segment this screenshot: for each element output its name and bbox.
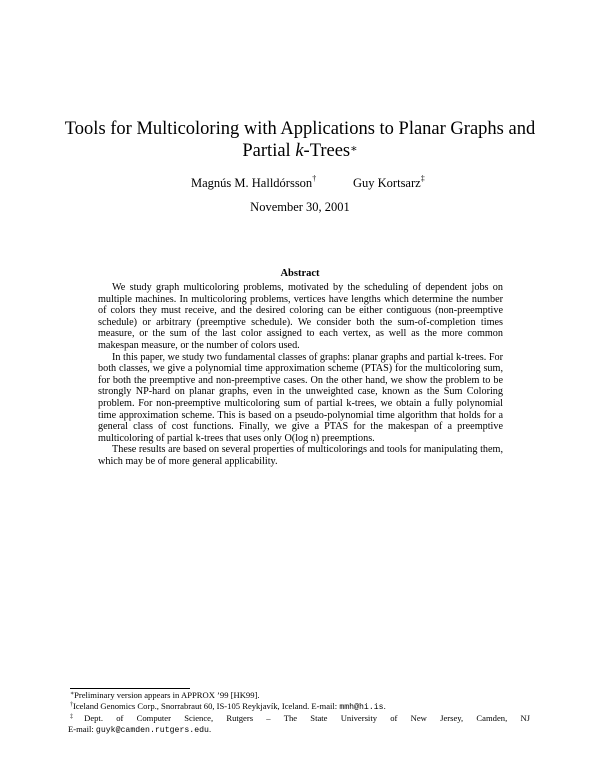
email-link[interactable]: guyk@camden.rutgers.edu [95, 725, 209, 735]
footnote-period: . [383, 700, 386, 711]
abstract-paragraph-1: We study graph multicoloring problems, motivated by the scheduling of dependent jobs on multiple machines. In multicoloring problems, vertices have lengths which determine the number of colors they must receive, and the desired coloring can be either contiguous (non-preemptive schedule) or arbitrary (preemptive schedule). We consider both the sum-of-completion times measure, or the sum of the last color assigned to each vertex, as well as the more common makespan measure, or the number of colors used. [98, 282, 503, 351]
abstract-paragraph-3: These results are based on several properties of multicolorings and tools for manipulating them, which may be of more general applicability. [98, 444, 503, 467]
email-link[interactable]: mmh@hi.is [339, 702, 384, 712]
title-line-2-prefix: Partial [242, 141, 296, 161]
author-list [0, 176, 600, 192]
abstract-heading: Abstract [280, 268, 320, 279]
footnote-mark: ∗ [70, 691, 75, 697]
author-name: Magnús M. Halldórsson [191, 176, 313, 190]
footnote-kortsarz-affiliation [70, 713, 530, 724]
footnotes [70, 690, 530, 736]
title-line-1: Tools for Multicoloring with Applications to Planar Graphs and [64, 119, 536, 139]
title-k-variable: k [295, 141, 304, 161]
footnote-text: E-mail: [68, 723, 96, 734]
footnote-period: . [208, 723, 212, 734]
abstract-body [98, 282, 503, 468]
footnote-mark: † [70, 701, 73, 708]
footnote-divider [70, 688, 190, 689]
author-footnote-mark: ‡ [420, 174, 425, 183]
paper-date: November 30, 2001 [250, 200, 350, 214]
footnote-text: Iceland Genomics Corp., Snorrabraut 60, IS-105 Reykjavík, Iceland. E-mail: [73, 700, 340, 711]
paper-title [60, 118, 540, 162]
author-kortsarz [353, 176, 425, 191]
footnote-kortsarz-email-line [68, 724, 528, 737]
abstract-paragraph-2: In this paper, we study two fundamental classes of graphs: planar graphs and partial k-trees. For both classes, we give a polynomial time approximation scheme (PTAS) for the multicoloring sum, for both the preemptive and non-preemptive cases. On the other hand, we show the problem to be strongly NP-hard on planar graphs, even in the unweighted case, known as the Sum Coloring problem. For non-preemptive multicoloring sum of partial k-trees, we obtain a fully polynomial time approximation scheme. This is based on a pseudo-polynomial time algorithm that holds for a general class of cost functions. Finally, we give a PTAS for the makespan of a preemptive multicoloring of partial k-trees that uses only O(log n) preemptions. [98, 351, 503, 444]
author-halldorsson [191, 176, 316, 191]
footnote-text: Preliminary version appears in APPROX ’99 [HK99]. [74, 690, 260, 700]
title-line-2-suffix: -Trees [303, 141, 351, 161]
footnote-text: Dept. of Computer Science, Rutgers – The State University of New Jersey, Camden, NJ [84, 713, 531, 724]
footnote-preliminary [70, 690, 530, 701]
author-footnote-mark: † [312, 174, 317, 183]
author-name: Guy Kortsarz [353, 176, 421, 190]
footnote-mark: ‡ [70, 714, 85, 721]
title-footnote-mark: ∗ [350, 143, 358, 155]
footnote-halldorsson-affiliation [70, 701, 530, 714]
